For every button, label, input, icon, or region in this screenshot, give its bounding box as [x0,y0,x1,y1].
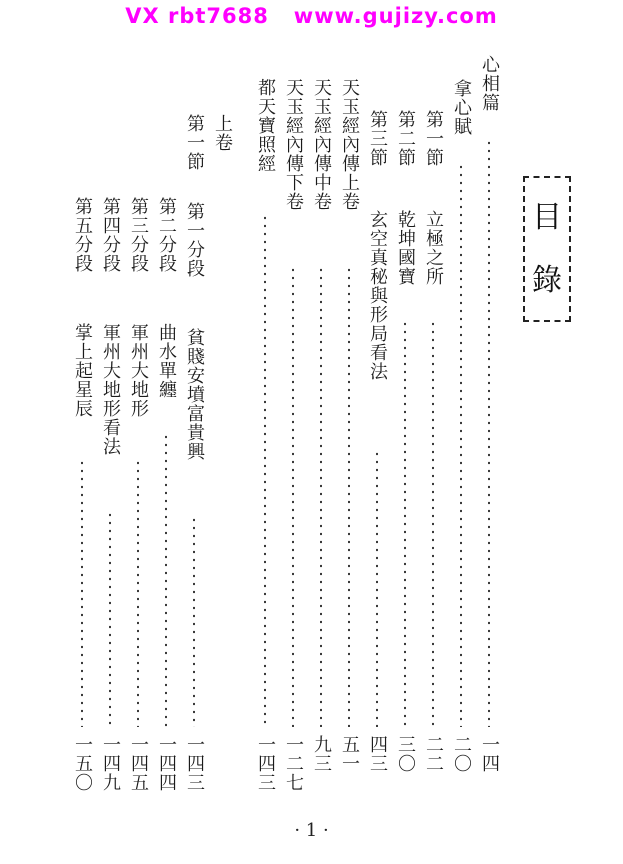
toc-entry-page: 一四三 [255,735,276,792]
toc-entry-page: 一二七 [283,735,304,792]
toc-entry-title: 軍州大地形看法 [100,323,121,456]
watermark-text: VX rbt7688 www.gujizy.com [125,4,498,28]
toc-entry-label: 第二節 [395,110,416,167]
title-char-mu: 目 [532,199,562,235]
dot-leader [165,433,167,727]
dot-leader [488,139,490,727]
toc-entry-label: 天玉經內傳下卷 [283,78,304,211]
toc-entry-title: 玄空真秘與形局看法 [367,210,388,381]
toc-entry-sub: 第一分段 [184,202,205,278]
dot-leader [460,163,462,727]
toc-entry-page: 一四九 [100,735,121,792]
toc-entry-page: 一四 [479,735,500,773]
toc-entry-page: 一五〇 [72,735,93,792]
toc-entry-label: 第三分段 [128,197,149,273]
toc-entry-page: 三〇 [395,735,416,773]
toc-entry-label: 第五分段 [72,197,93,273]
toc-entry-label: 第一節 [423,110,444,167]
dot-leader [348,266,350,727]
toc-entry-page: 一四四 [156,735,177,792]
dot-leader [264,214,266,727]
toc-entry-title: 掌上起星辰 [72,323,93,418]
title-char-lu: 錄 [532,262,562,298]
toc-entry-label: 拿心賦 [451,79,472,136]
toc-entry-label: 第二分段 [156,197,177,273]
toc-entry-label: 天玉經內傳上卷 [339,78,360,211]
dot-leader [109,511,111,727]
toc-entry-label: 都天寶照經 [255,78,276,173]
dot-leader [137,459,139,727]
toc-entry-label: 第三節 [367,110,388,167]
toc-entry-title: 立極之所 [423,210,444,286]
toc-entry-title: 乾坤國寶 [395,210,416,286]
toc-entry-page: 一四五 [128,735,149,792]
dot-leader [432,320,434,727]
contents-title-box [523,176,571,322]
dot-leader [292,266,294,727]
toc-entry-label: 心相篇 [479,55,500,112]
toc-entry-label: 天玉經內傳中卷 [311,78,332,211]
toc-entry-title: 貧賤安墳富貴興 [184,328,205,461]
dot-leader [193,516,195,727]
toc-entry-label: 第四分段 [100,197,121,273]
toc-entry-label: 上卷 [212,114,233,152]
toc-entry-page: 二〇 [451,735,472,773]
toc-entry-title: 軍州大地形 [128,323,149,418]
toc-entry-title: 曲水單纏 [156,323,177,399]
toc-entry-page: 一四三 [184,735,205,792]
toc-entry-page: 二二 [423,735,444,773]
toc-entry-label: 第一節 [184,114,205,171]
dot-leader [404,320,406,727]
toc-entry-page: 五一 [339,735,360,773]
toc-entry-page: 四三 [367,735,388,773]
dot-leader [81,459,83,727]
dot-leader [376,450,378,727]
toc-entry-page: 九三 [311,735,332,773]
dot-leader [320,266,322,727]
page-number: · 1 · [294,820,329,841]
